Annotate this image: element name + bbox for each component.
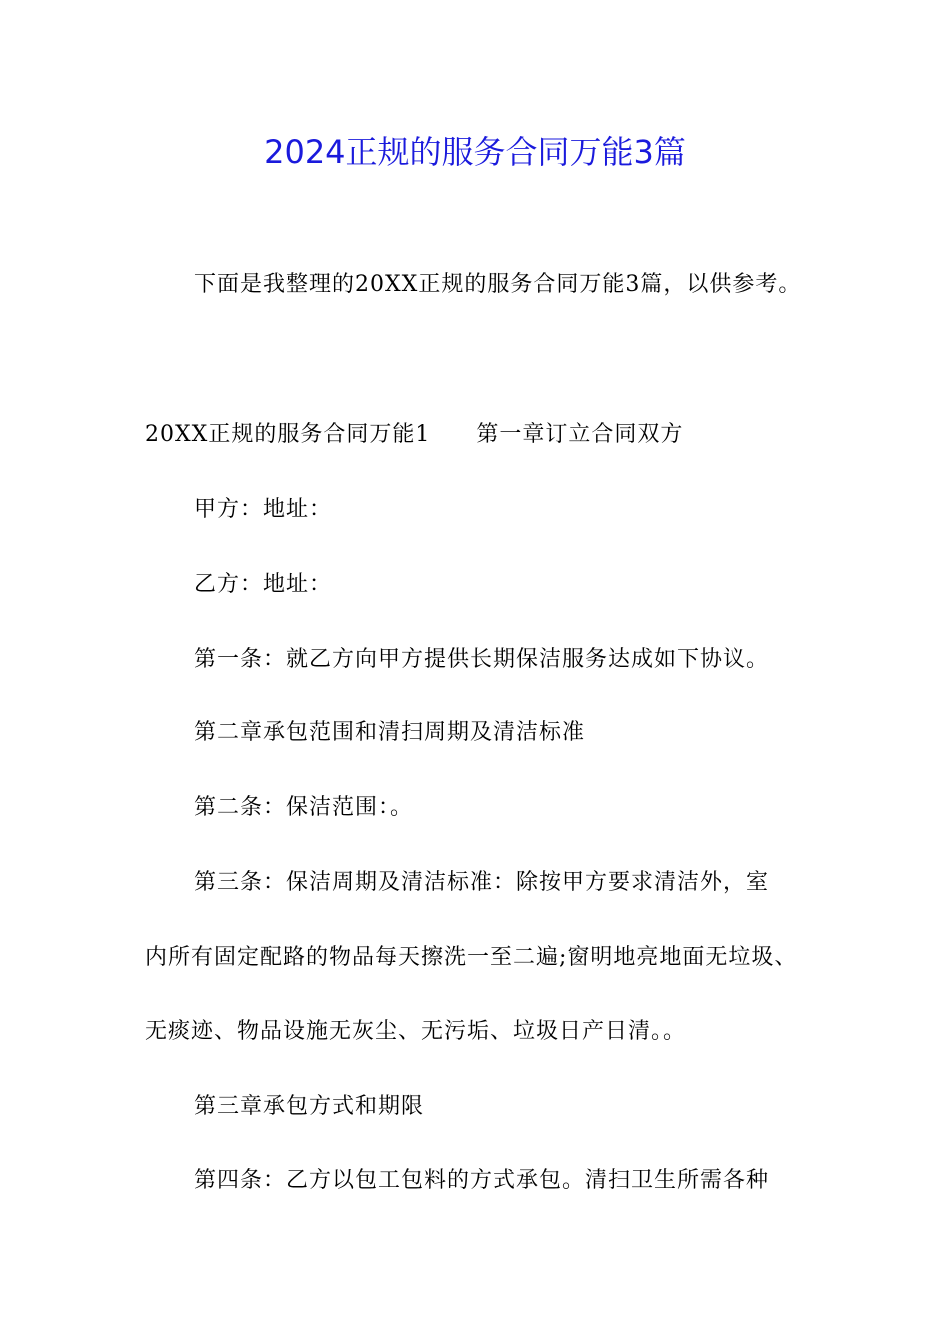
article-4-line-1: 第四条：乙方以包工包料的方式承包。清扫卫生所需各种 [194,1168,770,1193]
intro-paragraph: 下面是我整理的20XX正规的服务合同万能3篇，以供参考。 [194,272,802,297]
chapter-3-heading: 第三章承包方式和期限 [194,1094,425,1119]
chapter-1-heading: 第一章订立合同双方 [476,422,684,447]
party-a-line: 甲方：地址： [194,497,333,522]
article-3-line-3: 无痰迹、物品设施无灰尘、无污垢、垃圾日产日清。。 [145,1019,687,1044]
section-heading-line [145,420,683,450]
chapter-2-heading: 第二章承包范围和清扫周期及清洁标准 [194,720,586,745]
article-3-line-1: 第三条：保洁周期及清洁标准：除按甲方要求清洁外，室 [194,870,770,895]
party-b-line: 乙方：地址： [194,572,333,597]
article-1: 第一条：就乙方向甲方提供长期保洁服务达成如下协议。 [194,647,770,672]
section-heading: 20XX正规的服务合同万能1 [145,422,431,447]
article-2: 第二条：保洁范围：。 [194,795,414,820]
document-title: 2024正规的服务合同万能3篇 [264,133,686,171]
article-3-line-2: 内所有固定配路的物品每天擦洗一至二遍;窗明地亮地面无垃圾、 [145,945,798,970]
